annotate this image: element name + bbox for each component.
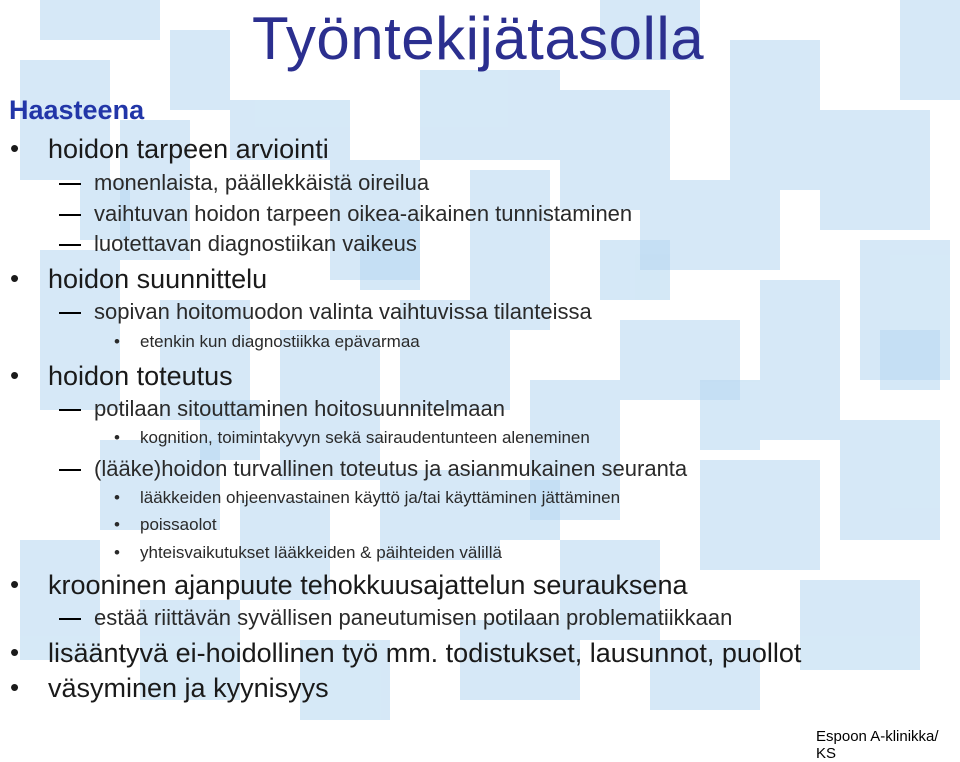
bullet-icon: •	[10, 637, 20, 667]
list-item	[94, 605, 732, 631]
list-item	[114, 488, 621, 508]
bullet-icon: •	[10, 263, 20, 293]
list-item-text: sopivan hoitomuodon valinta vaihtuvissa tilanteissa	[94, 299, 592, 324]
list-item	[10, 133, 329, 165]
list-item	[94, 456, 687, 482]
bullet-icon: •	[114, 515, 120, 534]
list-item-text: monenlaista, päällekkäistä oireilua	[94, 170, 430, 195]
list-item	[114, 515, 217, 535]
section-heading: Haasteena	[9, 95, 145, 125]
list-item	[94, 231, 417, 257]
dash-icon	[59, 469, 81, 471]
list-item	[114, 332, 420, 352]
list-item-text: hoidon toteutus	[48, 361, 233, 391]
bullet-icon: •	[10, 360, 20, 390]
dash-icon	[59, 409, 81, 411]
list-item-text: luotettavan diagnostiikan vaikeus	[94, 231, 417, 256]
bullet-icon: •	[10, 133, 20, 163]
list-item	[10, 672, 329, 704]
bullet-icon: •	[114, 543, 120, 562]
dash-icon	[59, 244, 81, 246]
footer-text: Espoon A-klinikka/ KS	[816, 728, 939, 762]
list-item	[114, 428, 590, 448]
slide-title: Työntekijätasolla	[252, 5, 705, 72]
bullet-icon: •	[10, 569, 20, 599]
list-item-text: vaihtuvan hoidon tarpeen oikea-aikainen tunnistaminen	[94, 201, 633, 226]
list-item-text: lisääntyvä ei-hoidollinen työ mm. todistukset, lausunnot, puollot	[48, 638, 802, 668]
list-item	[10, 263, 268, 295]
bullet-icon: •	[114, 332, 120, 351]
list-item-text: hoidon suunnittelu	[48, 264, 268, 294]
list-item-text: yhteisvaikutukset lääkkeiden & päihteiden välillä	[140, 543, 502, 562]
dash-icon	[59, 312, 81, 314]
list-item-text: etenkin kun diagnostiikka epävarmaa	[140, 332, 420, 351]
bullet-icon: •	[10, 672, 20, 702]
list-item	[114, 543, 502, 563]
list-item-text: kognition, toimintakyvyn sekä sairaudentunteen aleneminen	[140, 428, 590, 447]
list-item-text: väsyminen ja kyynisyys	[48, 673, 329, 703]
bullet-icon: •	[114, 488, 120, 507]
list-item	[10, 360, 233, 392]
list-item-text: lääkkeiden ohjeenvastainen käyttö ja/tai käyttäminen jättäminen	[140, 488, 621, 507]
list-item	[94, 299, 592, 325]
list-item	[10, 637, 802, 669]
list-item	[94, 201, 632, 227]
dash-icon	[59, 214, 81, 216]
list-item-text: potilaan sitouttaminen hoitosuunnitelmaan	[94, 396, 505, 421]
list-item-text: estää riittävän syvällisen paneutumisen potilaan problematiikkaan	[94, 605, 733, 630]
list-item-text: krooninen ajanpuute tehokkuusajattelun seurauksena	[48, 570, 688, 600]
list-item	[10, 569, 688, 601]
list-item-text: hoidon tarpeen arviointi	[48, 134, 329, 164]
bullet-icon: •	[114, 428, 120, 447]
list-item-text: poissaolot	[140, 515, 217, 534]
list-item-text: (lääke)hoidon turvallinen toteutus ja asianmukainen seuranta	[94, 456, 688, 481]
dash-icon	[59, 618, 81, 620]
list-item	[94, 396, 505, 422]
list-item	[94, 170, 429, 196]
dash-icon	[59, 183, 81, 185]
